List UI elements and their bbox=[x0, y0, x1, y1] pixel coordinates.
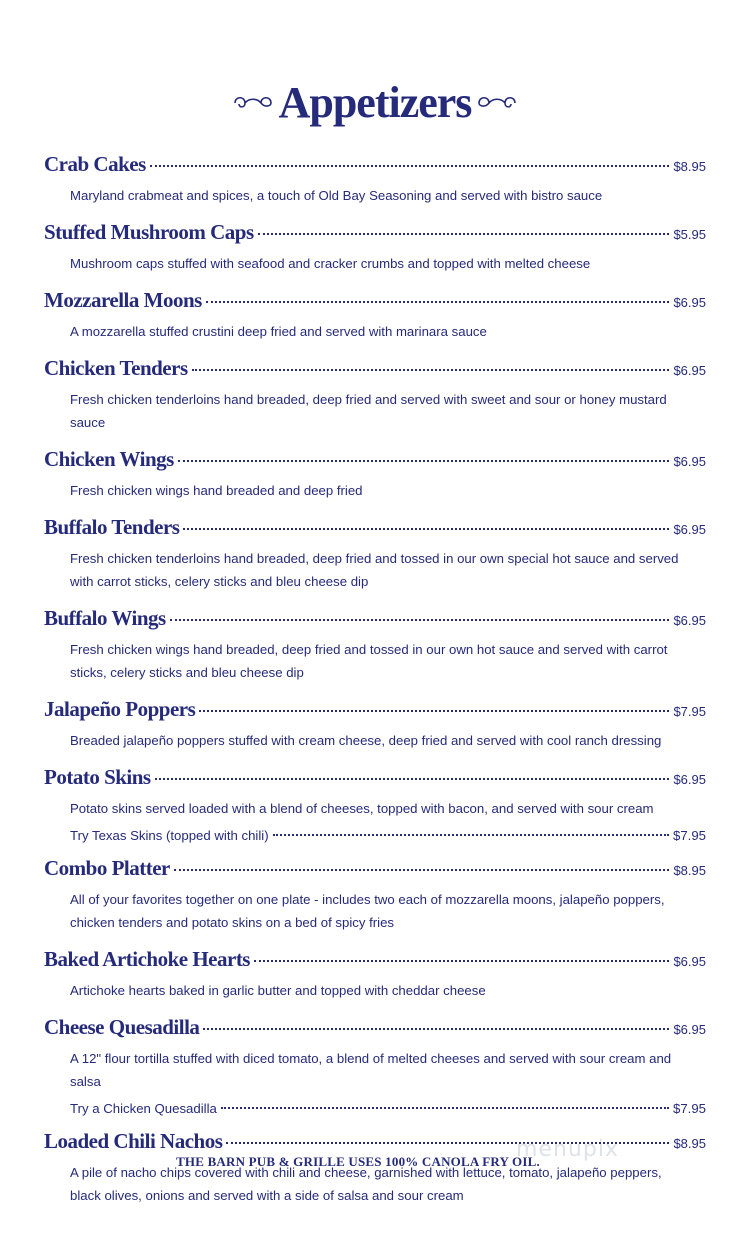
menu-item-name: Combo Platter bbox=[44, 856, 170, 880]
dot-leader bbox=[254, 960, 669, 962]
footer-note: THE BARN PUB & GRILLE USES 100% CANOLA FRY OIL. bbox=[176, 1154, 540, 1169]
menu-item-variant bbox=[70, 828, 706, 843]
variant-name: Try a Chicken Quesadilla bbox=[70, 1101, 217, 1116]
menu-item bbox=[44, 356, 706, 434]
menu-item-name: Chicken Wings bbox=[44, 447, 174, 471]
menu-item-line bbox=[44, 947, 706, 979]
variant-name: Try Texas Skins (topped with chili) bbox=[70, 828, 269, 843]
dot-leader bbox=[178, 460, 670, 462]
menu-item-price: $6.95 bbox=[673, 954, 706, 969]
menu-item-description: All of your favorites together on one plate - includes two each of mozzarella moons, jalapeño poppers, chicken tenders and potato skins on a bed of spicy fries bbox=[70, 892, 665, 930]
menu-item bbox=[44, 947, 706, 1002]
menu-item bbox=[44, 856, 706, 934]
menu-item-description: A pile of nacho chips covered with chili and cheese, garnished with lettuce, tomato, jalapeño peppers, black olives, onions and served with a side of salsa and sour cream bbox=[70, 1165, 662, 1203]
dot-leader bbox=[150, 165, 670, 167]
menu-item-description: A 12" flour tortilla stuffed with diced tomato, a blend of melted cheeses and served with sour cream and salsa bbox=[70, 1051, 672, 1089]
flourish-right-icon bbox=[477, 92, 517, 114]
menu-item-price: $8.95 bbox=[673, 159, 706, 174]
flourish-left-icon bbox=[233, 92, 273, 114]
menu-item-description: Mushroom caps stuffed with seafood and cracker crumbs and topped with melted cheese bbox=[70, 256, 591, 271]
dot-leader bbox=[155, 778, 670, 780]
menu-item-line bbox=[44, 1015, 706, 1047]
watermark: menupix bbox=[516, 1137, 619, 1162]
menu-item-price: $6.95 bbox=[673, 295, 706, 310]
menu-item-price: $5.95 bbox=[673, 227, 706, 242]
menu-item-name: Chicken Tenders bbox=[44, 356, 188, 380]
menu-item-price: $6.95 bbox=[673, 1022, 706, 1037]
menu-item-description: Potato skins served loaded with a blend of cheeses, topped with bacon, and served with sour cream bbox=[70, 801, 654, 816]
menu-item-name: Baked Artichoke Hearts bbox=[44, 947, 250, 971]
menu-item-line bbox=[44, 152, 706, 184]
menu-item-price: $6.95 bbox=[673, 772, 706, 787]
menu-item-description: Maryland crabmeat and spices, a touch of Old Bay Seasoning and served with bistro sauce bbox=[70, 188, 603, 203]
menu-item-name: Loaded Chili Nachos bbox=[44, 1129, 223, 1153]
menu-item-line bbox=[44, 220, 706, 252]
menu-item-variant bbox=[70, 1101, 706, 1116]
menu-item-line bbox=[44, 606, 706, 638]
menu-item-price: $6.95 bbox=[673, 454, 706, 469]
menu-item-description: Fresh chicken wings hand breaded, deep fried and tossed in our own hot sauce and served with carrot sticks, celery sticks and bleu cheese dip bbox=[70, 642, 668, 680]
menu-item bbox=[44, 152, 706, 207]
menu-item bbox=[44, 606, 706, 684]
menu-item-line bbox=[44, 447, 706, 479]
menu-item bbox=[44, 515, 706, 593]
dot-leader bbox=[192, 369, 670, 371]
menu-item-description: A mozzarella stuffed crustini deep fried and served with marinara sauce bbox=[70, 324, 487, 339]
dot-leader bbox=[199, 710, 669, 712]
dot-leader bbox=[203, 1028, 669, 1030]
menu-item bbox=[44, 765, 706, 843]
dot-leader bbox=[273, 834, 669, 836]
menu-item bbox=[44, 288, 706, 343]
dot-leader bbox=[170, 619, 670, 621]
menu-item bbox=[44, 447, 706, 502]
menu-item-name: Buffalo Tenders bbox=[44, 515, 180, 539]
menu-item-name: Potato Skins bbox=[44, 765, 151, 789]
menu-item-price: $7.95 bbox=[673, 704, 706, 719]
menu-item-name: Jalapeño Poppers bbox=[44, 697, 196, 721]
menu-item-line bbox=[44, 697, 706, 729]
menu-list bbox=[44, 152, 706, 1220]
menu-item-price: $6.95 bbox=[673, 613, 706, 628]
menu-item-line bbox=[44, 856, 706, 888]
menu-item-description: Artichoke hearts baked in garlic butter and topped with cheddar cheese bbox=[70, 983, 486, 998]
menu-item-line bbox=[44, 515, 706, 547]
menu-item-name: Cheese Quesadilla bbox=[44, 1015, 200, 1039]
menu-item-name: Crab Cakes bbox=[44, 152, 146, 176]
dot-leader bbox=[258, 233, 670, 235]
menu-item bbox=[44, 697, 706, 752]
variant-price: $7.95 bbox=[672, 828, 706, 843]
variant-price: $7.95 bbox=[672, 1101, 706, 1116]
menu-item bbox=[44, 1015, 706, 1116]
dot-leader bbox=[221, 1107, 669, 1109]
menu-item-name: Stuffed Mushroom Caps bbox=[44, 220, 254, 244]
menu-item-price: $8.95 bbox=[673, 1136, 706, 1151]
dot-leader bbox=[174, 869, 670, 871]
menu-item-price: $6.95 bbox=[673, 522, 706, 537]
menu-item-line bbox=[44, 288, 706, 320]
menu-item-description: Fresh chicken tenderloins hand breaded, deep fried and tossed in our own special hot sauce and served with carrot sticks, celery sticks and bleu cheese dip bbox=[70, 551, 679, 589]
dot-leader bbox=[206, 301, 670, 303]
menu-item-description: Breaded jalapeño poppers stuffed with cream cheese, deep fried and served with cool ranch dressing bbox=[70, 733, 662, 748]
menu-item-description: Fresh chicken wings hand breaded and deep fried bbox=[70, 483, 363, 498]
menu-item-name: Buffalo Wings bbox=[44, 606, 166, 630]
menu-item-line bbox=[44, 356, 706, 388]
dot-leader bbox=[183, 528, 669, 530]
menu-item-price: $8.95 bbox=[673, 863, 706, 878]
menu-item bbox=[44, 220, 706, 275]
page-title: Appetizers bbox=[278, 78, 472, 127]
menu-item-line bbox=[44, 765, 706, 797]
menu-item-description: Fresh chicken tenderloins hand breaded, deep fried and served with sweet and sour or honey mustard sauce bbox=[70, 392, 667, 430]
header bbox=[0, 78, 750, 128]
menu-item-name: Mozzarella Moons bbox=[44, 288, 202, 312]
menu-item-price: $6.95 bbox=[673, 363, 706, 378]
